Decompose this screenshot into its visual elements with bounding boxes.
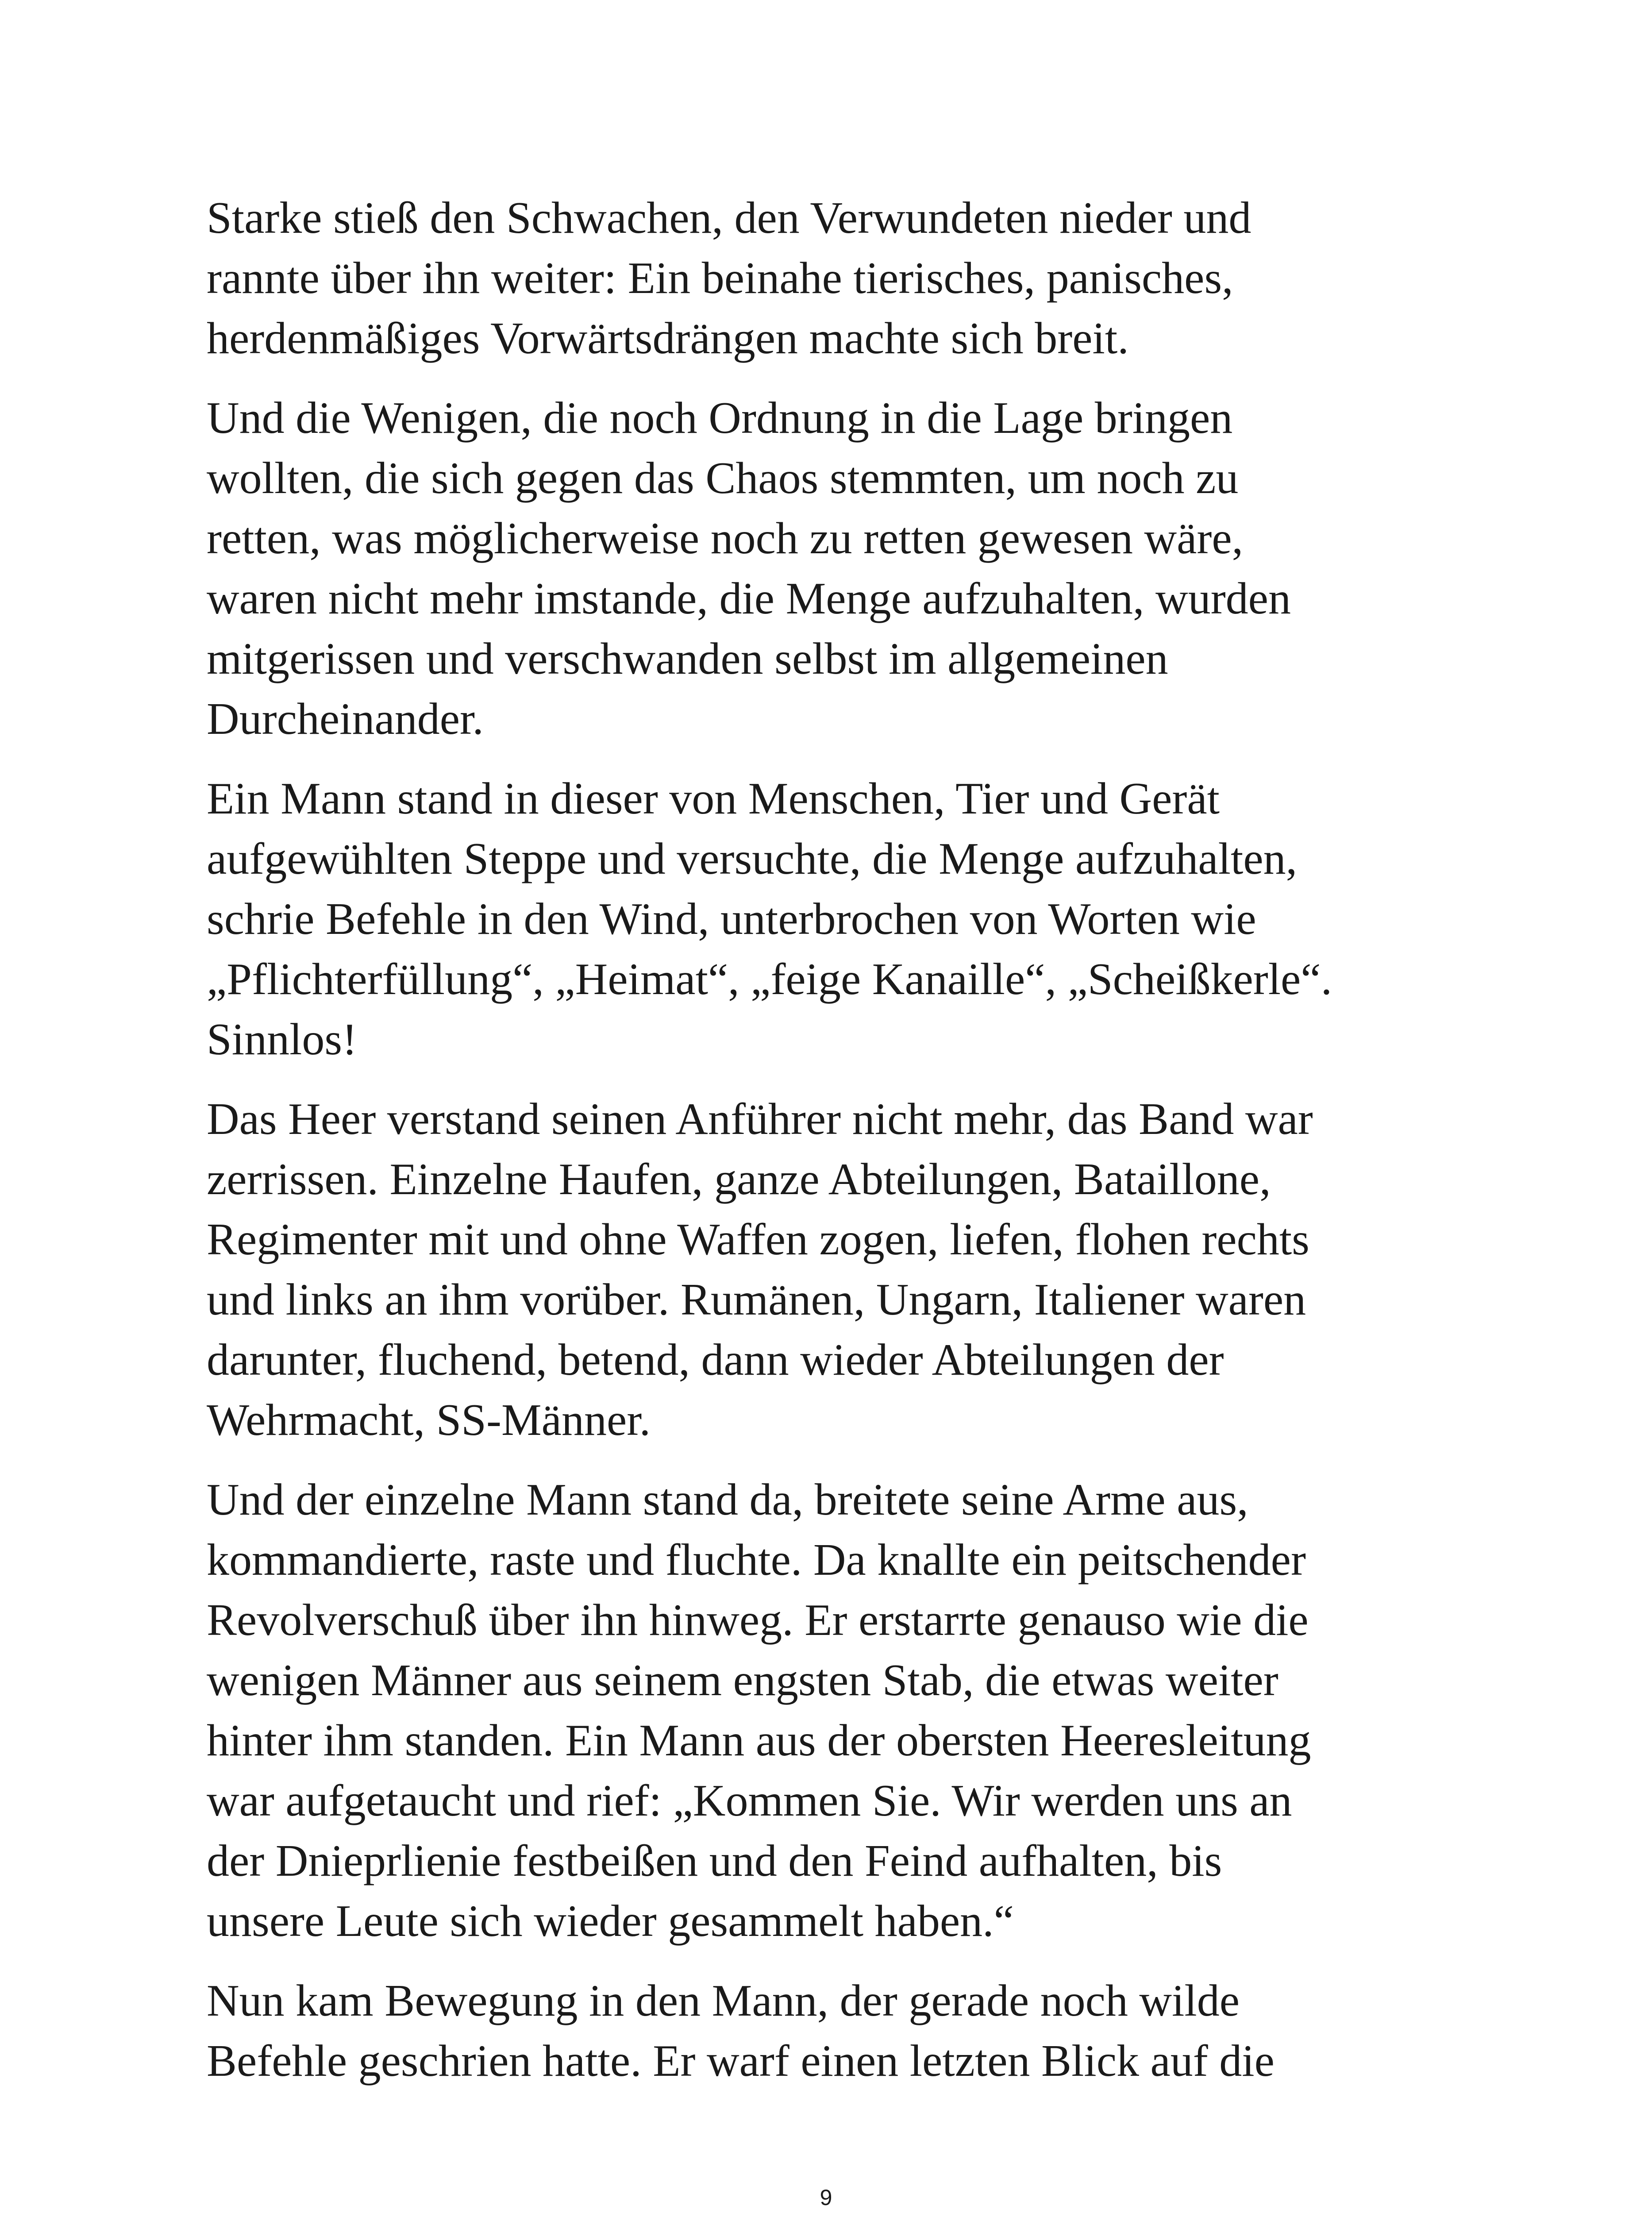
text-line: „Pflichterfüllung“, „Heimat“, „feige Kanaille“, „Scheißkerle“.: [207, 954, 1332, 1004]
text-line: Regimenter mit und ohne Waffen zogen, liefen, flohen rechts: [207, 1214, 1309, 1265]
paragraph: [207, 188, 1534, 369]
text-line: Und der einzelne Mann stand da, breitete seine Arme aus,: [207, 1475, 1248, 1525]
text-line: mitgerissen und verschwanden selbst im allgemeinen: [207, 634, 1168, 684]
text-line: Das Heer verstand seinen Anführer nicht mehr, das Band war: [207, 1094, 1313, 1144]
text-line: retten, was möglicherweise noch zu retten gewesen wäre,: [207, 513, 1244, 563]
text-line: Revolverschuß über ihn hinweg. Er erstarrte genauso wie die: [207, 1595, 1309, 1645]
text-line: und links an ihm vorüber. Rumänen, Ungarn, Italiener waren: [207, 1275, 1306, 1325]
text-line: schrie Befehle in den Wind, unterbrochen von Worten wie: [207, 894, 1256, 944]
paragraph: [207, 388, 1534, 749]
page-number: 9: [820, 2185, 832, 2210]
paragraph: [207, 1971, 1534, 2091]
text-line: darunter, fluchend, betend, dann wieder Abteilungen der: [207, 1335, 1224, 1385]
text-line: Durcheinander.: [207, 694, 484, 744]
text-line: zerrissen. Einzelne Haufen, ganze Abteilungen, Bataillone,: [207, 1154, 1271, 1204]
text-line: unsere Leute sich wieder gesammelt haben.“: [207, 1896, 1014, 1946]
paragraph: [207, 769, 1534, 1070]
text-line: der Dnieprlienie festbeißen und den Feind aufhalten, bis: [207, 1836, 1222, 1886]
text-line: Befehle geschrien hatte. Er warf einen letzten Blick auf die: [207, 2036, 1275, 2086]
text-line: Starke stieß den Schwachen, den Verwundeten nieder und: [207, 193, 1252, 243]
text-line: kommandierte, raste und fluchte. Da knallte ein peitschender: [207, 1535, 1306, 1585]
text-line: rannte über ihn weiter: Ein beinahe tierisches, panisches,: [207, 253, 1233, 303]
paragraph: [207, 1089, 1534, 1450]
text-line: Wehrmacht, SS-Männer.: [207, 1395, 651, 1445]
text-line: wollten, die sich gegen das Chaos stemmten, um noch zu: [207, 453, 1239, 503]
text-line: herdenmäßiges Vorwärtsdrängen machte sich breit.: [207, 313, 1129, 363]
text-line: wenigen Männer aus seinem engsten Stab, die etwas weiter: [207, 1655, 1278, 1705]
text-line: Sinnlos!: [207, 1014, 358, 1064]
body-text: [207, 188, 1534, 2111]
text-line: war aufgetaucht und rief: „Kommen Sie. Wir werden uns an: [207, 1776, 1292, 1826]
text-line: aufgewühlten Steppe und versuchte, die Menge aufzuhalten,: [207, 834, 1298, 884]
text-line: hinter ihm standen. Ein Mann aus der obersten Heeresleitung: [207, 1716, 1311, 1766]
text-line: Nun kam Bewegung in den Mann, der gerade noch wilde: [207, 1976, 1240, 2026]
text-line: Ein Mann stand in dieser von Menschen, Tier und Gerät: [207, 774, 1220, 824]
paragraph: [207, 1470, 1534, 1951]
text-line: Und die Wenigen, die noch Ordnung in die Lage bringen: [207, 393, 1233, 443]
text-line: waren nicht mehr imstande, die Menge aufzuhalten, wurden: [207, 574, 1291, 624]
